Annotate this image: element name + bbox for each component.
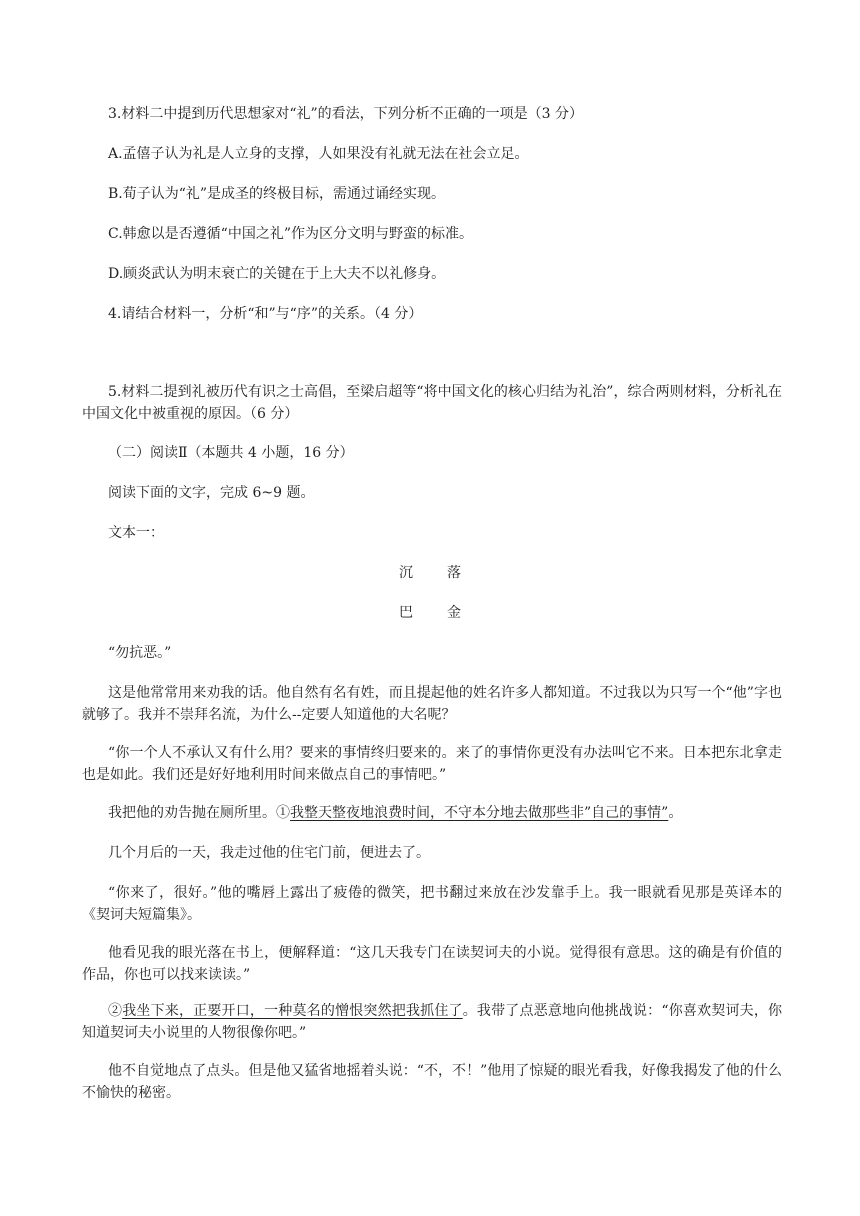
article-paragraph: “你一个人不承认又有什么用？要来的事情终归要来的。来了的事情你更没有办法叫它不来。日本把东北拿走也是如此。我们还是好好地利用时间来做点自己的事情吧。” [82, 745, 782, 783]
question-3-option-c: C.韩愈以是否遵循“中国之礼”作为区分文明与野蛮的标准。 [108, 226, 473, 242]
article-paragraph: 几个月后的一天，我走过他的住宅门前，便进去了。 [108, 845, 430, 861]
paragraph-tail: 。 [668, 805, 683, 821]
text-label: 文本一： [108, 525, 164, 541]
underlined-sentence-2: 我坐下来，正要开口，一种莫名的憎恨突然把我抓住了 [122, 1003, 463, 1019]
paragraph-lead: 我把他的劝告抛在厕所里。① [108, 805, 290, 821]
question-4: 4.请结合材料一，分析“和”与“序”的关系。（4 分） [108, 306, 423, 322]
article-title: 沉落 [399, 565, 495, 581]
article-paragraph: 这是他常常用来劝我的话。他自然有名有姓，而且提起他的姓名许多人都知道。不过我以为只写一个“他”字也就够了。我并不崇拜名流，为什么--定要人知道他的大名呢？ [82, 685, 782, 723]
paragraph-tail: 。我带了点恶意地向他挑战说：“你喜欢契诃夫，你知道契诃夫小说里的人物很像你吧。” [82, 1003, 783, 1041]
article-paragraph: “你来了，很好。”他的嘴唇上露出了疲倦的微笑，把书翻过来放在沙发靠手上。我一眼就看见那是英译本的《契诃夫短篇集》。 [82, 885, 782, 923]
question-5: 5.材料二提到礼被历代有识之士高倡，至梁启超等“将中国文化的核心归结为礼治”，综合两则材料，分析礼在中国文化中被重视的原因。（6 分） [82, 384, 782, 422]
article-paragraph: 他看见我的眼光落在书上，便解释道：“这几天我专门在读契诃夫的小说。觉得很有意思。这的确是有价值的作品，你也可以找来读读。” [82, 945, 782, 983]
question-3-stem: 3.材料二中提到历代思想家对“礼”的看法，下列分析不正确的一项是（3 分） [108, 106, 584, 122]
article-paragraph: 他不自觉地点了点头。但是他又猛省地摇着头说：“不，不！”他用了惊疑的眼光看我，好像我揭发了他的什么不愉快的秘密。 [82, 1063, 782, 1101]
section-instruction: 阅读下面的文字，完成 6~9 题。 [108, 485, 315, 501]
question-3-option-d: D.顾炎武认为明末衰亡的关键在于上大夫不以礼修身。 [108, 266, 446, 282]
article-paragraph: “勿抗恶。” [108, 645, 172, 661]
question-3-option-a: A.孟僖子认为礼是人立身的支撑，人如果没有礼就无法在社会立足。 [108, 146, 529, 162]
underlined-sentence-1: 我整天整夜地浪费时间，不守本分地去做那些非”自己的事情” [290, 805, 669, 821]
question-3-option-b: B.荀子认为“礼”是成圣的终极目标，需通过诵经实现。 [108, 186, 446, 202]
article-paragraph [108, 802, 782, 824]
article-paragraph [82, 1000, 782, 1044]
paragraph-lead: ② [108, 1003, 123, 1019]
article-author: 巴金 [399, 605, 495, 621]
section-heading: （二）阅读Ⅱ（本题共 4 小题，16 分） [108, 445, 354, 461]
